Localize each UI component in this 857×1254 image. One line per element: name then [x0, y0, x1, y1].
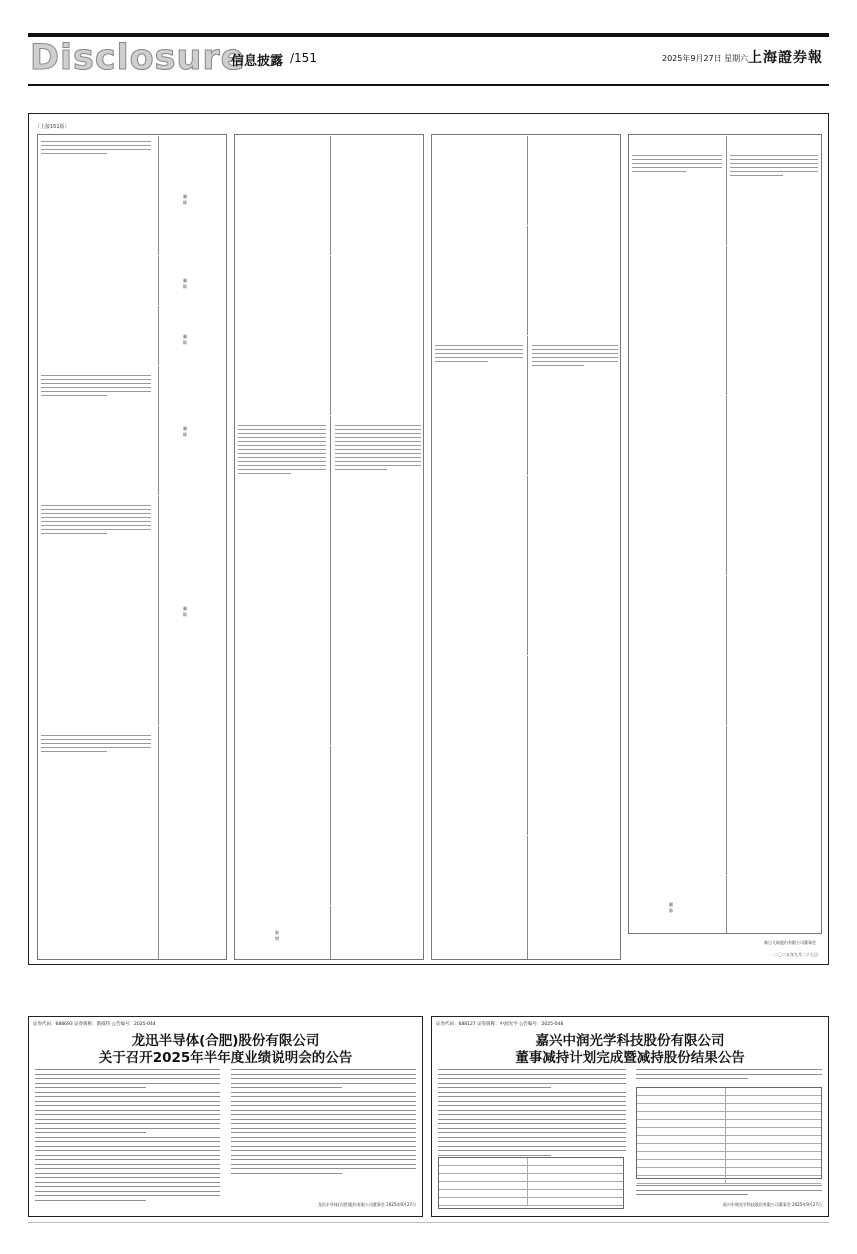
row-tag: 删除	[669, 902, 673, 913]
paper-logo: 上海證券報	[748, 50, 823, 66]
issue-date: 2025年9月27日 星期六	[662, 54, 749, 63]
stock-meta: 证券代码：688127 证券简称：中润光学 公告编号：2025-048	[436, 1022, 564, 1027]
bottom-rule	[28, 1222, 829, 1223]
masthead	[28, 40, 829, 82]
amendment-table-block	[28, 113, 829, 965]
row-tag: 新增	[275, 930, 279, 941]
row-tag: 删除	[183, 194, 187, 205]
table-column-1	[37, 134, 227, 960]
announcement-notes	[636, 1185, 822, 1199]
announcement-footer: 嘉兴中润光学科技股份有限公司董事会 2025年9月27日	[722, 1202, 822, 1207]
table-column-3	[431, 134, 621, 960]
brand-wordmark: Disclosure	[30, 38, 246, 78]
announcement-body-left	[35, 1069, 220, 1204]
signing-date: 二〇二五年九月二十七日	[774, 952, 818, 957]
top-rule	[28, 33, 829, 37]
shareholder-table	[438, 1157, 624, 1209]
announcement-footer: 龙迅半导体(合肥)股份有限公司董事会 2025年9月27日	[317, 1202, 416, 1207]
signing-company: 新日大陆股份有限公司董事会	[764, 940, 816, 945]
announcement-body-left	[438, 1069, 626, 1159]
row-tag: 删除	[183, 606, 187, 617]
page-number: /151	[290, 51, 317, 65]
stock-meta: 证券代码：688693 证券简称：锴威特 公告编号：2025-044	[33, 1022, 156, 1027]
row-tag: 删除	[183, 426, 187, 437]
row-tag: 删除	[183, 334, 187, 345]
reduction-result-table	[636, 1087, 822, 1179]
table-column-4	[628, 134, 822, 934]
continuation-label: （上接151版）	[35, 124, 70, 130]
table-column-2	[234, 134, 424, 960]
announcement-company: 龙迅半导体(合肥)股份有限公司	[131, 1033, 320, 1049]
row-tag: 删除	[183, 278, 187, 289]
announcement-title: 关于召开2025年半年度业绩说明会的公告	[98, 1050, 353, 1066]
announcement-body-right	[231, 1069, 416, 1177]
announcement-title: 董事减持计划完成暨减持股份结果公告	[515, 1050, 745, 1066]
announcement-body-right	[636, 1069, 822, 1083]
announcement-right	[431, 1016, 829, 1217]
section-title: 信息披露	[231, 54, 284, 69]
header-rule	[28, 84, 829, 86]
announcement-company: 嘉兴中润光学科技股份有限公司	[535, 1033, 725, 1049]
announcement-left	[28, 1016, 423, 1217]
